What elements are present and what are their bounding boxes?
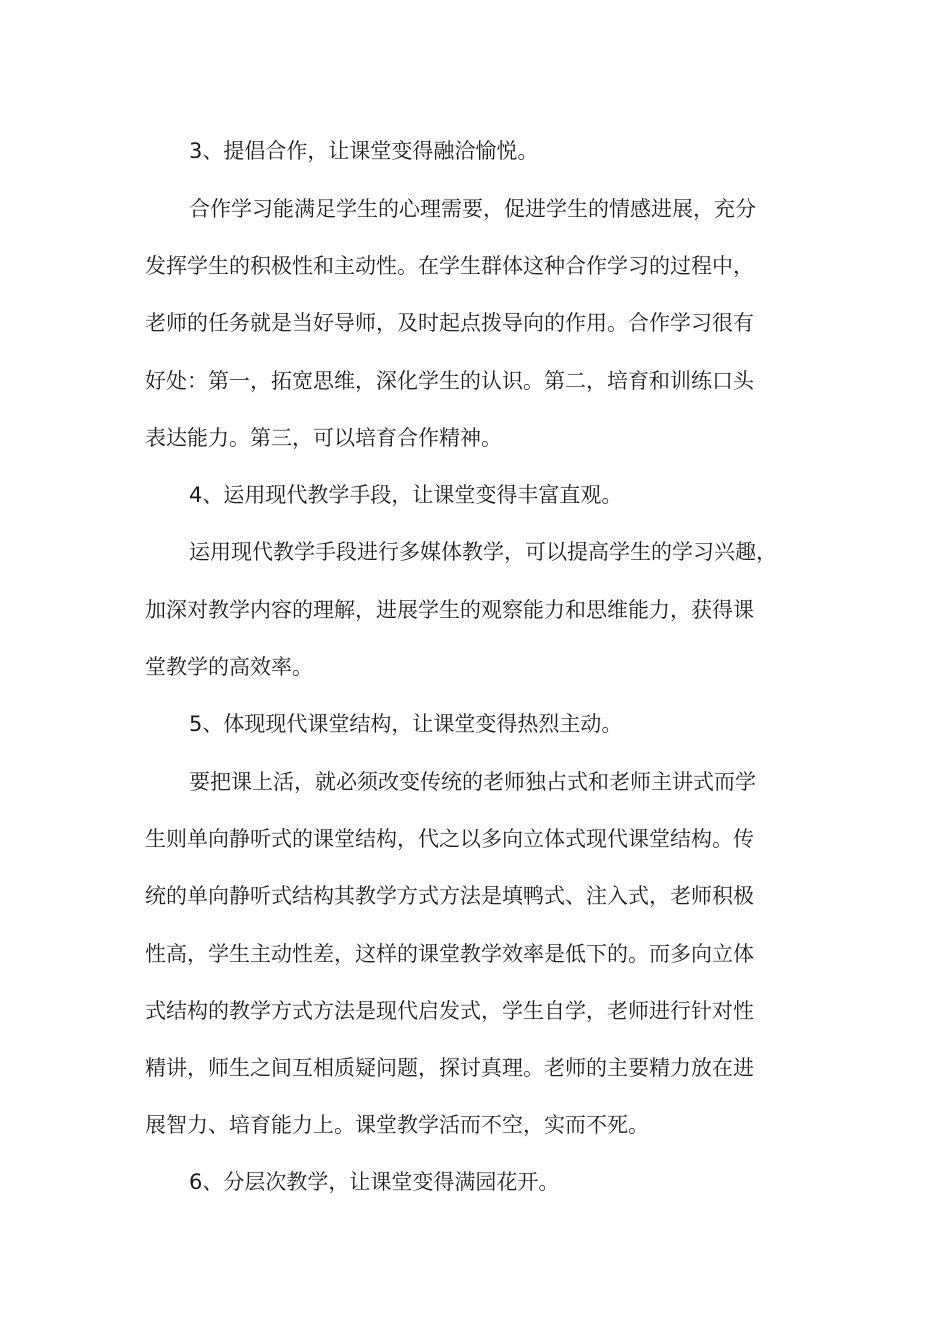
paragraph-line: 发挥学生的积极性和主动性。在学生群体这种合作学习的过程中， <box>145 254 754 278</box>
paragraph-line: 精讲，师生之间互相质疑问题，探讨真理。老师的主要精力放在进 <box>145 1056 754 1080</box>
paragraph-line: 式结构的教学方式方法是现代启发式，学生自学，老师进行针对性 <box>145 999 754 1023</box>
paragraph-line: 要把课上活，就必须改变传统的老师独占式和老师主讲式而学 <box>189 770 756 794</box>
paragraph-line: 运用现代教学手段进行多媒体教学，可以提高学生的学习兴趣， <box>189 540 777 564</box>
paragraph-line: 性高，学生主动性差，这样的课堂教学效率是低下的。而多向立体 <box>145 942 754 966</box>
paragraph-line: 表达能力。第三，可以培育合作精神。 <box>145 426 502 450</box>
paragraph-line: 加深对教学内容的理解，进展学生的观察能力和思维能力，获得课 <box>145 598 754 622</box>
paragraph-line: 生则单向静听式的课堂结构，代之以多向立体式现代课堂结构。传 <box>145 827 754 851</box>
heading-4: 4、运用现代教学手段，让课堂变得丰富直观。 <box>189 483 623 507</box>
paragraph-line: 好处：第一，拓宽思维，深化学生的认识。第二，培育和训练口头 <box>145 369 754 393</box>
paragraph-line: 堂教学的高效率。 <box>145 655 313 679</box>
paragraph-line: 合作学习能满足学生的心理需要，促进学生的情感进展，充分 <box>189 197 756 221</box>
heading-6: 6、分层次教学，让课堂变得满园花开。 <box>189 1170 560 1194</box>
heading-5: 5、体现现代课堂结构，让课堂变得热烈主动。 <box>189 712 623 736</box>
paragraph-line: 统的单向静听式结构其教学方式方法是填鸭式、注入式，老师积极 <box>145 884 754 908</box>
paragraph-line: 老师的任务就是当好导师，及时起点拨导向的作用。合作学习很有 <box>145 311 754 335</box>
heading-3: 3、提倡合作，让课堂变得融洽愉悦。 <box>189 139 539 163</box>
paragraph-line: 展智力、培育能力上。课堂教学活而不空，实而不死。 <box>145 1113 649 1137</box>
